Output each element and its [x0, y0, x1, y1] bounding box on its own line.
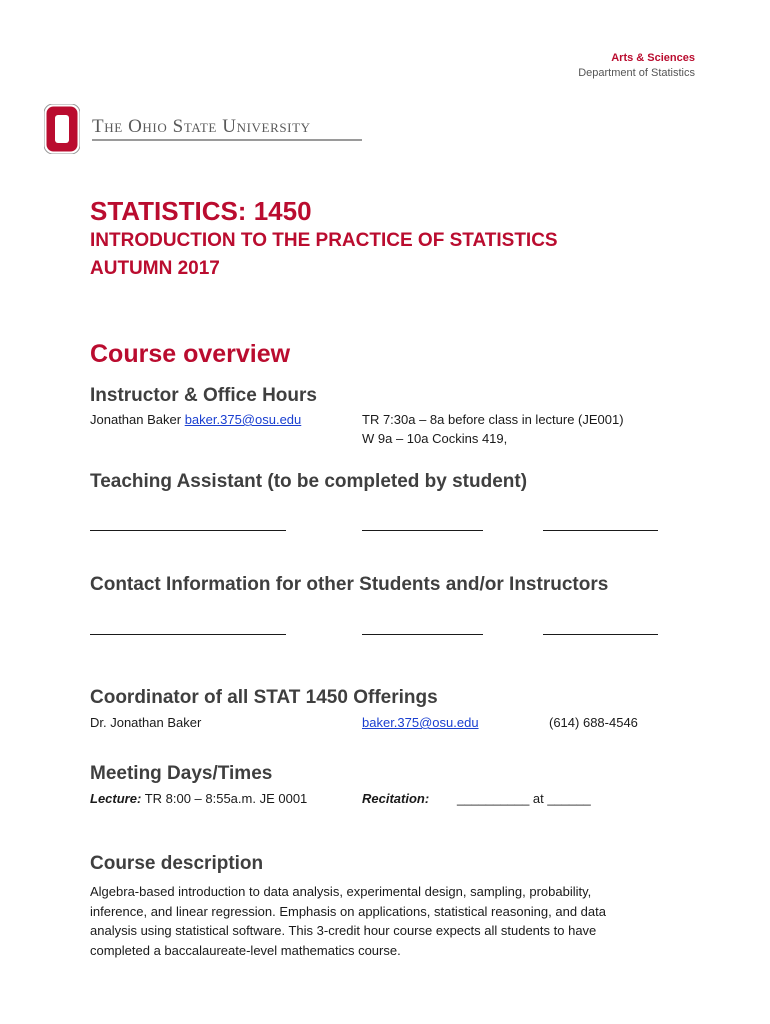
block-o-logo-icon [44, 104, 80, 154]
coordinator-email-link[interactable]: baker.375@osu.edu [362, 715, 479, 730]
contact-blank-phone [543, 634, 658, 635]
heading-contact-info: Contact Information for other Students and/or Instructors [90, 574, 609, 595]
course-subtitle: INTRODUCTION TO THE PRACTICE OF STATISTICS [90, 230, 558, 251]
heading-coordinator: Coordinator of all STAT 1450 Offerings [90, 687, 438, 708]
coordinator-name: Dr. Jonathan Baker [90, 715, 202, 730]
instructor-name: Jonathan Baker [90, 412, 182, 427]
university-wordmark [92, 116, 311, 138]
lecture-label: Lecture: [90, 791, 142, 806]
office-hours-line-1: TR 7:30a – 8a before class in lecture (JE001) [362, 412, 624, 427]
college-name: Arts & Sciences [611, 52, 695, 64]
section-heading-overview: Course overview [90, 340, 291, 368]
contact-blank-email [362, 634, 483, 635]
heading-course-description: Course description [90, 853, 264, 874]
course-title: STATISTICS: 1450 [90, 196, 312, 226]
office-hours-line-2: W 9a – 10a Cockins 419, [362, 431, 508, 446]
course-description-text: Algebra-based introduction to data analysis, experimental design, sampling, probability, inference, and linear regression. Emphasis on applications, statistical reasoning, and data analysis using statistical software. This 3-credit hour course expects all students to have completed a baccalaureate-level mathematics course. [90, 884, 606, 958]
ta-blank-email [362, 530, 483, 531]
department-name: Department of Statistics [578, 67, 695, 79]
instructor-line [90, 412, 301, 427]
heading-teaching-assistant: Teaching Assistant (to be completed by student) [90, 471, 528, 492]
ta-blank-phone [543, 530, 658, 531]
course-term: AUTUMN 2017 [90, 258, 220, 279]
contact-blank-name [90, 634, 286, 635]
wordmark-divider [92, 139, 362, 141]
lecture-value: TR 8:00 – 8:55a.m. JE 0001 [144, 791, 308, 806]
ta-blank-name [90, 530, 286, 531]
lecture-line [90, 791, 307, 806]
recitation-label: Recitation: [362, 791, 430, 806]
heading-instructor: Instructor & Office Hours [90, 385, 317, 406]
heading-meeting-times: Meeting Days/Times [90, 763, 273, 784]
recitation-value: __________ at ______ [457, 791, 591, 806]
university-name: The Ohio State University [92, 116, 311, 137]
recitation-line [362, 791, 429, 806]
coordinator-phone: (614) 688-4546 [549, 715, 638, 730]
instructor-email-link[interactable]: baker.375@osu.edu [184, 412, 302, 427]
